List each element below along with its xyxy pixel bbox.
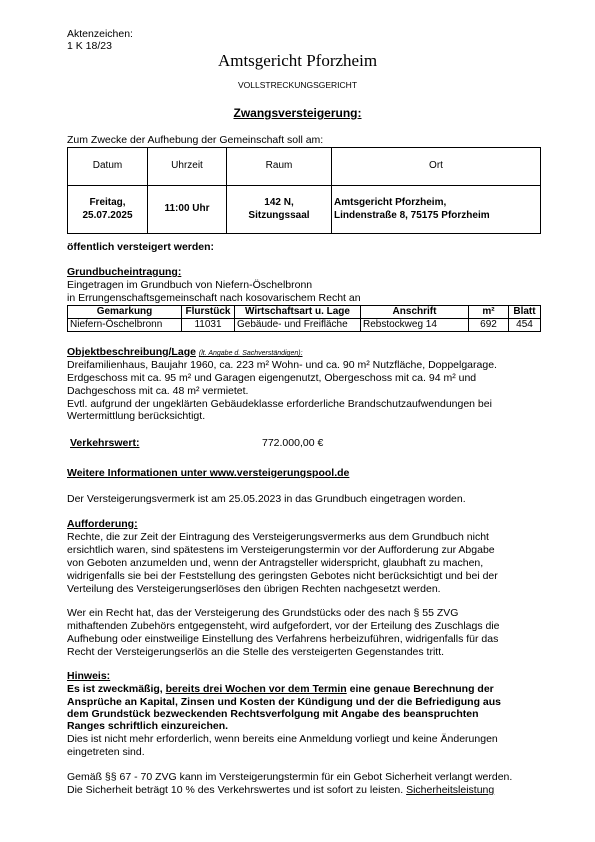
land-register-heading: Grundbucheintragung: (67, 266, 182, 278)
security-term: Sicherheitsleistung (406, 784, 495, 796)
request-heading: Aufforderung: (67, 518, 138, 530)
description-line: Evtl. aufgrund der ungeklärten Gebäudeklasse erforderliche Brandschutzaufwendungen bei (67, 398, 492, 410)
market-value-amount: 772.000,00 € (262, 437, 324, 449)
court-name: Amtsgericht Pforzheim (217, 51, 378, 70)
schedule-table (67, 147, 541, 234)
market-value-label: Verkehrswert: (70, 437, 140, 449)
auction-room: 142 N, Sitzungssaal (227, 186, 332, 234)
col-room-header: Raum (227, 148, 332, 186)
col-place-header: Ort (332, 148, 541, 186)
notice-bold-line: Es ist zweckmäßig, bereits drei Wochen vor dem Termin eine genaue Berechnung der (67, 683, 494, 695)
request-line: Wer ein Recht hat, das der Versteigerung des Grundstücks oder des nach § 55 ZVG (67, 607, 459, 619)
registration-note: Der Versteigerungsvermerk ist am 25.05.2023 in das Grundbuch eingetragen worden. (67, 493, 466, 505)
description-line: Dreifamilienhaus, Baujahr 1960, ca. 223 m² Wohn- und ca. 90 m² Nutzfläche, Doppelgarage. (67, 359, 497, 371)
public-auction-text: öffentlich versteigert werden: (67, 241, 215, 253)
request-line: ersichtlich waren, sind spätestens im Versteigerungstermin vor der Aufforderung zur Abgabe (67, 544, 495, 556)
description-line: Dachgeschoss mit ca. 48 m² vermietet. (67, 385, 249, 397)
col-blatt: Blatt (509, 306, 541, 319)
request-line: widrigenfalls sie bei der Feststellung des geringsten Gebotes nicht berücksichtigt und bei der (67, 570, 498, 582)
description-line: Wertermittlung berücksichtigt. (67, 410, 206, 422)
auction-time: 11:00 Uhr (148, 186, 227, 234)
security-line: Die Sicherheit beträgt 10 % des Verkehrswertes und ist sofort zu leisten. Sicherheitsleistung (67, 784, 495, 796)
request-line: mithaftenden Zubehörs entgegensteht, wird aufgefordert, vor der Erteilung des Zuschlags die (67, 620, 500, 632)
col-gemarkung: Gemarkung (68, 306, 182, 319)
col-time-header: Uhrzeit (148, 148, 227, 186)
notice-heading: Hinweis: (67, 670, 111, 682)
col-date-header: Datum (68, 148, 148, 186)
description-heading-note: (lt. Angabe d. Sachverständigen): (198, 350, 303, 357)
security-line: Gemäß §§ 67 - 70 ZVG kann im Versteigerungstermin für ein Gebot Sicherheit verlangt werden. (67, 771, 513, 783)
description-heading: Objektbeschreibung/Lage (67, 346, 196, 358)
request-line: Rechte, die zur Zeit der Eintragung des Versteigerungsvermerks aus dem Grundbuch nicht (67, 531, 489, 543)
land-register-line2: in Errungenschaftsgemeinschaft nach kosovarischem Recht an (67, 292, 361, 304)
document-title: Zwangsversteigerung: (233, 106, 362, 120)
reference-label: Aktenzeichen: (67, 28, 133, 40)
col-flurstueck: Flurstück (182, 306, 235, 319)
col-anschrift: Anschrift (361, 306, 469, 319)
intro-text: Zum Zwecke der Aufhebung der Gemeinschaft soll am: (67, 134, 324, 146)
more-info-link[interactable]: Weitere Informationen unter www.versteigerungspool.de (67, 467, 350, 479)
notice-deadline: bereits drei Wochen vor dem Termin (165, 683, 347, 695)
notice-line: eingetreten sind. (67, 746, 145, 758)
request-line: Recht der Versteigerungserlös an die Stelle des versteigerten Gegenstandes tritt. (67, 646, 445, 658)
court-department: VOLLSTRECKUNGSGERICHT (237, 80, 358, 90)
land-register-line1: Eingetragen im Grundbuch von Niefern-Öschelbronn (67, 279, 313, 291)
notice-bold-line: Ranges schriftlich einzureichen. (67, 720, 229, 732)
col-area: m² (469, 306, 509, 319)
reference-number: 1 K 18/23 (67, 40, 112, 52)
land-register-table (67, 305, 541, 332)
notice-line: Dies ist nicht mehr erforderlich, wenn bereits eine Anmeldung vorliegt und keine Änderungen (67, 733, 498, 745)
request-line: Aufhebung oder einstweilige Einstellung des Verfahrens herbeizuführen, widrigenfalls für das (67, 633, 499, 645)
col-wirtschaftsart: Wirtschaftsart u. Lage (235, 306, 361, 319)
notice-bold-line: Ansprüche an Kapital, Zinsen und Kosten der Kündigung und der die Befriedigung aus (67, 696, 502, 708)
request-line: von Geboten anzumelden und, wenn der Antragsteller widerspricht, glaubhaft zu machen, (67, 557, 484, 569)
auction-place: Amtsgericht Pforzheim, Lindenstraße 8, 75175 Pforzheim (332, 186, 541, 234)
request-line: Verteilung des Versteigerungserlöses den übrigen Rechten nachgesetzt werden. (67, 583, 441, 595)
notice-bold-line: dem Grundstück bezweckenden Rechtsverfolgung mit Angabe des beanspruchten (67, 708, 479, 720)
auction-date: Freitag, 25.07.2025 (68, 186, 148, 234)
description-line: Erdgeschoss mit ca. 95 m² und Garagen eigengenutzt, Obergeschoss mit ca. 94 m² und (67, 372, 477, 384)
table-row: Niefern-Öschelbronn 11031 Gebäude- und Freifläche Rebstockweg 14 692 454 (68, 319, 541, 332)
